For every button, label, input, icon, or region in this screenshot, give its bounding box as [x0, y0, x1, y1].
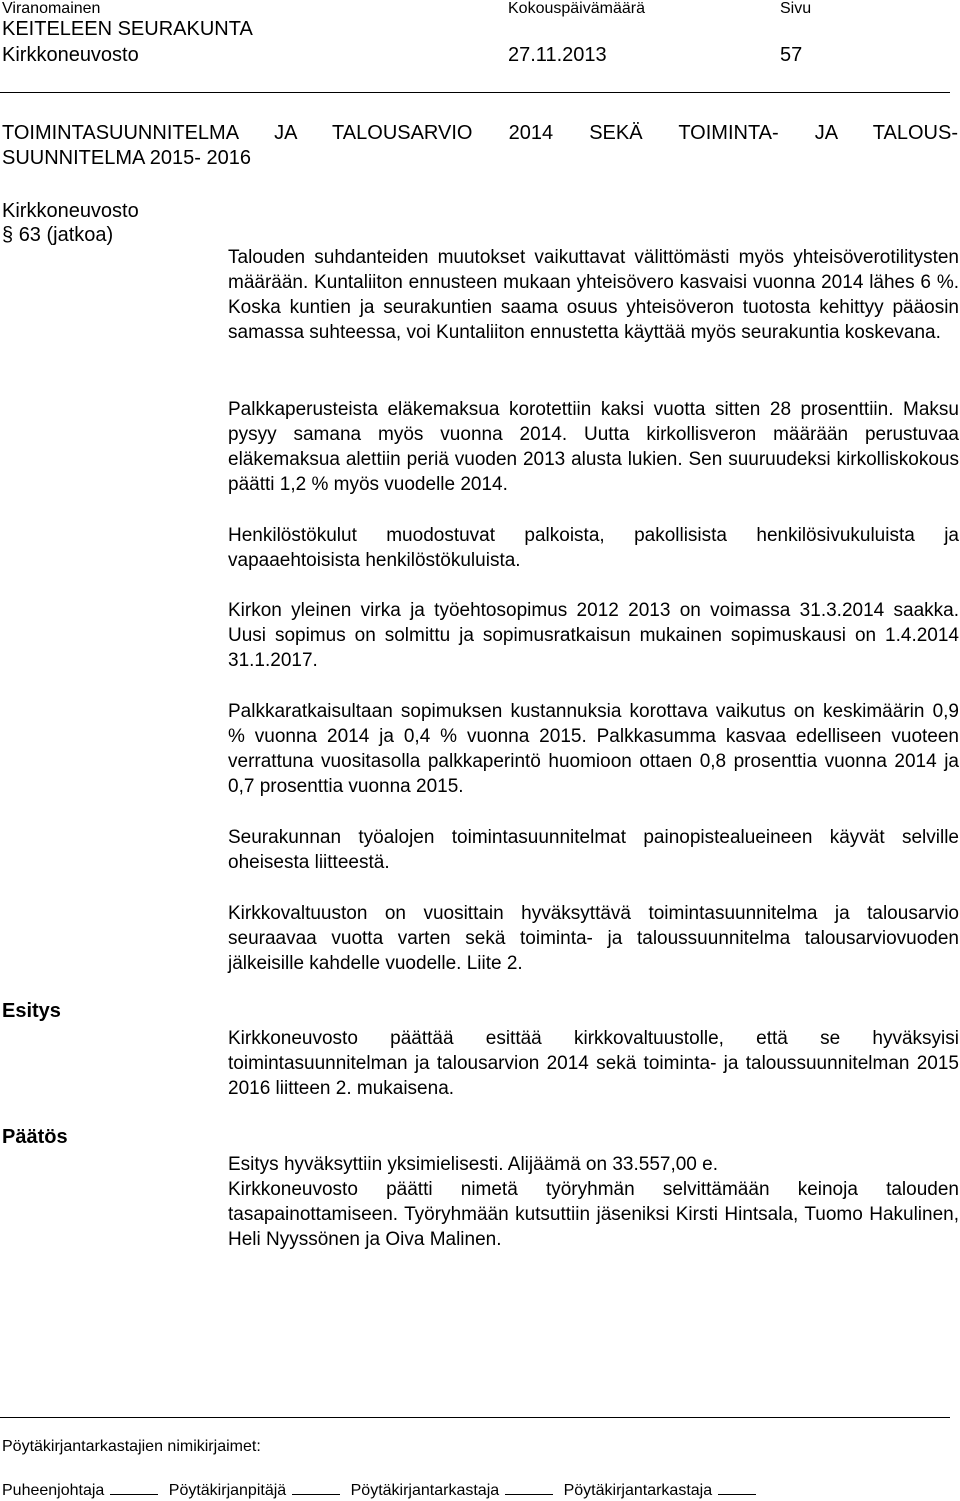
- initials-label: Pöytäkirjantarkastajien nimikirjaimet:: [2, 1438, 261, 1455]
- organization-name: KEITELEEN SEURAKUNTA: [2, 18, 253, 40]
- paragraph-sign: §: [2, 224, 14, 246]
- checker1-initials-line: [505, 1480, 553, 1495]
- authority-label: Viranomainen: [2, 0, 101, 17]
- meeting-date: 27.11.2013: [508, 44, 607, 66]
- checker2-label: Pöytäkirjantarkastaja: [563, 1482, 713, 1499]
- signature-row: [2, 1480, 762, 1500]
- chair-label: Puheenjohtaja: [2, 1482, 105, 1499]
- decision-line1: Esitys hyväksyttiin yksimielisesti. Alijäämä on 33.557,00 e.: [228, 1154, 718, 1175]
- decision-text: Kirkkoneuvosto päätti nimetä työryhmän selvittämään keinoja talouden tasapainottamiseen. Työryhmään kutsuttiin jäseniksi Kirsti Hintsala, Tuomo Hakulinen, Heli Nyyssönen ja Oiva Malinen.: [228, 1179, 959, 1250]
- proposal-text: Kirkkoneuvosto päättää esittää kirkkovaltuustolle, että se hyväksyisi toimintasuunnitelman ja talousarvion 2014 sekä toiminta- ja taloussuunnitelman 2015 2016 liitteen 2. mukaisena.: [228, 1028, 959, 1099]
- paragraph-2: Palkkaperusteista eläkemaksua korotettiin kaksi vuotta sitten 28 prosenttiin. Maksu pysyy samana myös vuonna 2014. Uutta kirkollisveron määrään perustuvaa eläkemaksua alettiin periä vuoden 2013 alusta lukien. Sen suuruudeksi kirkolliskokous päätti 1,2 % myös vuodelle 2014.: [228, 399, 959, 495]
- document-title-line2: SUUNNITELMA 2015- 2016: [2, 147, 252, 169]
- paragraph-4: Kirkon yleinen virka ja työehtosopimus 2012 2013 on voimassa 31.3.2014 saakka. Uusi sopimus on solmittu ja sopimusratkaisun mukainen sopimuskausi on 1.4.2014 31.1.2017.: [228, 600, 959, 671]
- section-number-text: 63 (jatkoa): [18, 224, 114, 246]
- paragraph-3: Henkilöstökulut muodostuvat palkoista, pakollisista henkilösivukuluista ja vapaaehtoisista henkilöstökuluista.: [228, 525, 959, 571]
- footer-divider: [0, 1417, 950, 1418]
- paragraph-6: Seurakunnan työalojen toimintasuunnitelmat painopistealueineen käyvät selville oheisesta liitteestä.: [228, 827, 959, 873]
- decision-label: Päätös: [2, 1126, 68, 1148]
- section-body: Kirkkoneuvosto: [2, 200, 139, 222]
- header-divider: [0, 92, 950, 93]
- checker2-initials-line: [718, 1480, 756, 1495]
- document-title-line1: TOIMINTASUUNNITELMA JA TALOUSARVIO 2014 SEKÄ TOIMINTA- JA TALOUS-: [2, 122, 958, 144]
- paragraph-7: Kirkkovaltuuston on vuosittain hyväksyttävä toimintasuunnitelma ja talousarvio seuraavaa vuotta varten sekä toiminta- ja taloussuunnitelma talousarviovuoden jälkeisille kahdelle vuodelle. Liite 2.: [228, 903, 959, 974]
- secretary-label: Pöytäkirjanpitäjä: [168, 1482, 287, 1499]
- page-label: Sivu: [780, 0, 812, 17]
- paragraph-1: Talouden suhdanteiden muutokset vaikuttavat välittömästi myös yhteisöverotilitysten määrään. Kuntaliiton ennusteen mukaan yhteisövero kasvaisi vuonna 2014 lähes 6 %. Koska kuntien ja seurakuntien saama osuus yhteisöveron tuotosta kehittyy pääosin samassa suhteessa, voi Kuntaliiton ennustetta käyttää myös seurakuntia koskevana.: [228, 247, 959, 343]
- paragraph-5: Palkkaratkaisultaan sopimuksen kustannuksia korottava vaikutus on keskimäärin 0,9 % vuonna 2014 ja 0,4 % vuonna 2015. Palkkasumma kasvaa edelliseen vuoteen verrattuna vuositasolla palkkaperintö huomioon ottaen 0,8 prosenttia vuonna 2014 ja 0,7 prosenttia vuonna 2015.: [228, 701, 959, 797]
- secretary-initials-line: [292, 1480, 340, 1495]
- checker1-label: Pöytäkirjantarkastaja: [350, 1482, 500, 1499]
- meeting-body: Kirkkoneuvosto: [2, 44, 139, 66]
- chair-initials-line: [110, 1480, 158, 1495]
- section-number: [2, 224, 113, 247]
- meeting-date-label: Kokouspäivämäärä: [508, 0, 645, 17]
- page-number: 57: [780, 44, 803, 66]
- proposal-label: Esitys: [2, 1000, 61, 1022]
